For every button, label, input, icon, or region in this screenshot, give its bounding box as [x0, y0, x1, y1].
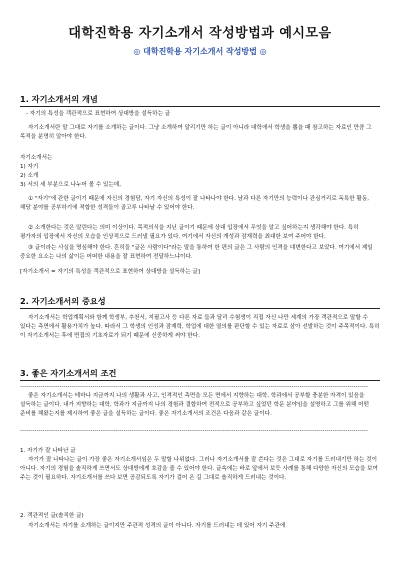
section-3-divider [20, 380, 380, 381]
condition-2-heading: 2. 객관적인 글(솔직한 글) [20, 513, 84, 519]
section-1-paragraph-1: 자기소개서란 말 그대로 자기를 소개하는 글이다. 그냥 소개하여 알리기만 하는 글이 아니라 대학에서 학생을 뽑을 때 참고하는 자료인 만큼 그 목적을 분명히 알아야 한다. [20, 125, 374, 141]
document-subtitle: ◎ 대학진학용 자기소개서 작성방법 ◎ [133, 47, 267, 56]
section-1-paragraph-3: ② 소개한다는 것은 알린다는 의미 이상이다. 목적의식을 지닌 글이기 때문에 상대 입장에서 무엇을 알고 싶어하는지 생각해야 한다. 특히 평가자의 입장에서 자신의 모습을 인상적으로 드러낼 필요가 있다. 여기에서 자신의 개성과 잠재력을 최대한 보여 주어야 한다. [20, 225, 361, 241]
section-1-paragraph-2: ① "자기"에 관한 글이기 때문에 자신의 경험담, 자기 자신의 특성이 잘 나타나야 한다. 남과 다른 자기만의 능력이나 관심거리로 독특한 활동, 해당 분야를 공부하기에 적합한 성격들이 골고루 나타날 수 있어야 한다. [20, 196, 371, 212]
section-1-list-item-2: 2) 소개 [20, 173, 39, 179]
section-1-summary: [자기소개서 = 자기의 특성을 객관적으로 표현하여 상대방을 설득하는 글] [20, 269, 200, 275]
document-title: 대학진학용 자기소개서 작성방법과 예시모음 [68, 26, 332, 41]
section-1-divider [20, 106, 380, 107]
section-1-definition: - 자기의 특성을 객관적으로 표현하여 상대방을 설득하는 글 [26, 111, 171, 117]
section-2-paragraph-1: 자기소개서는 학업계획서와 함께 학생부, 추천서, 지필고사 등 다른 자료 들과 달리 수험생이 직접 자신 나만 세계의 가장 객관적으로 말할 수 있다는 측면에서 활용가치가 높다. 따라서 그 학생의 인성과 잠재력, 학업에 대한 열의를 판단할 수 있는 자료로 삼아 선발하는 것이 주목적이다. 특히 이 자기소개서는 후에 면접의 기초자료가 되기 때문에 신중하게 써야 한다. [20, 315, 382, 340]
section-1-paragraph-4: ③ 글이라는 사실을 명심해야 한다. 흔히들 "글은 사람이다"라는 말을 통하여 한 편의 글은 그 사람의 인격을 대변한다고 보았다. 여기에서 제일 중요한 요소는 나의 삶이든 어떠한 내용을 잘 표현하여 전달하느냐이다. [20, 245, 375, 261]
section-3-heading: 3. 좋은 자기소개서의 조건 [20, 368, 117, 378]
section-1-list-item-1: 1) 자기 [20, 164, 39, 170]
condition-2-body: 자기소개서는 자기를 소개하는 글이지만 주관적 성격의 글이 아니다. 자기를 드러내는 데 있어 자기 주관에 [28, 523, 286, 529]
section-2-heading: 2. 자기소개서의 중요성 [20, 296, 106, 306]
condition-1-heading: 1. 자기가 잘 나타난 글 [20, 448, 76, 454]
section-3-intro: 좋은 자기소개서는 테마나 지금까지 나의 생활과 사고, 인격적인 측면을 모든 면에서 지향하는 대학, 학과에서 공부할 충분한 자격이 있음을 설득하는 글이다. 내가 지향하는 대학, 학과가 지금까지 나의 경험과 결합하여 전적으로 공부하고 싶었던 학문 분야임을 설명하고 그를 위해 어떤 준비를 해왔는지를 제시하여 좋은 글을 설득하는 글이다. 좋은 자기소개서의 조건은 다음과 같은 글이다. [20, 393, 371, 418]
section-1-list-item-3: 3) 서의 세 부분으로 나누어 볼 수 있는데, [20, 182, 122, 188]
section-1-list-intro: 자기소개서는 [20, 155, 53, 161]
section-2-divider [20, 308, 380, 309]
condition-1-body: 자기가 잘 나타나는 글이 가장 좋은 자기소개서임은 두 말할 나위없다. 그러나 자기소개서를 잘 쓴다는 것은 그대로 자기를 드러내기만 하는 것이 아니다. 자기의 경험을 솔직하게 쓰면서도 상대방에게 호감을 줄 수 있어야 한다. 글속에는 바로 앞에서 보듯 사례를 통해 다양한 자신의 모습을 보여 주는 것이 필요하다. 자기소개서를 쓰다 보면 공감되도록 자기가 걸어 온 길 그대로 솔직하게 드러내는 것이다. [20, 457, 380, 482]
section-1-heading: 1. 자기소개서의 개념 [20, 94, 98, 104]
dashed-rule-bottom: ------------------------------------------------------------------------------------------------------------------------------------------------------------------------ [20, 428, 369, 434]
dashed-rule-top: ------------------------------------------------------------------------------------------------------------------------------------------------------------------------ [20, 384, 369, 390]
